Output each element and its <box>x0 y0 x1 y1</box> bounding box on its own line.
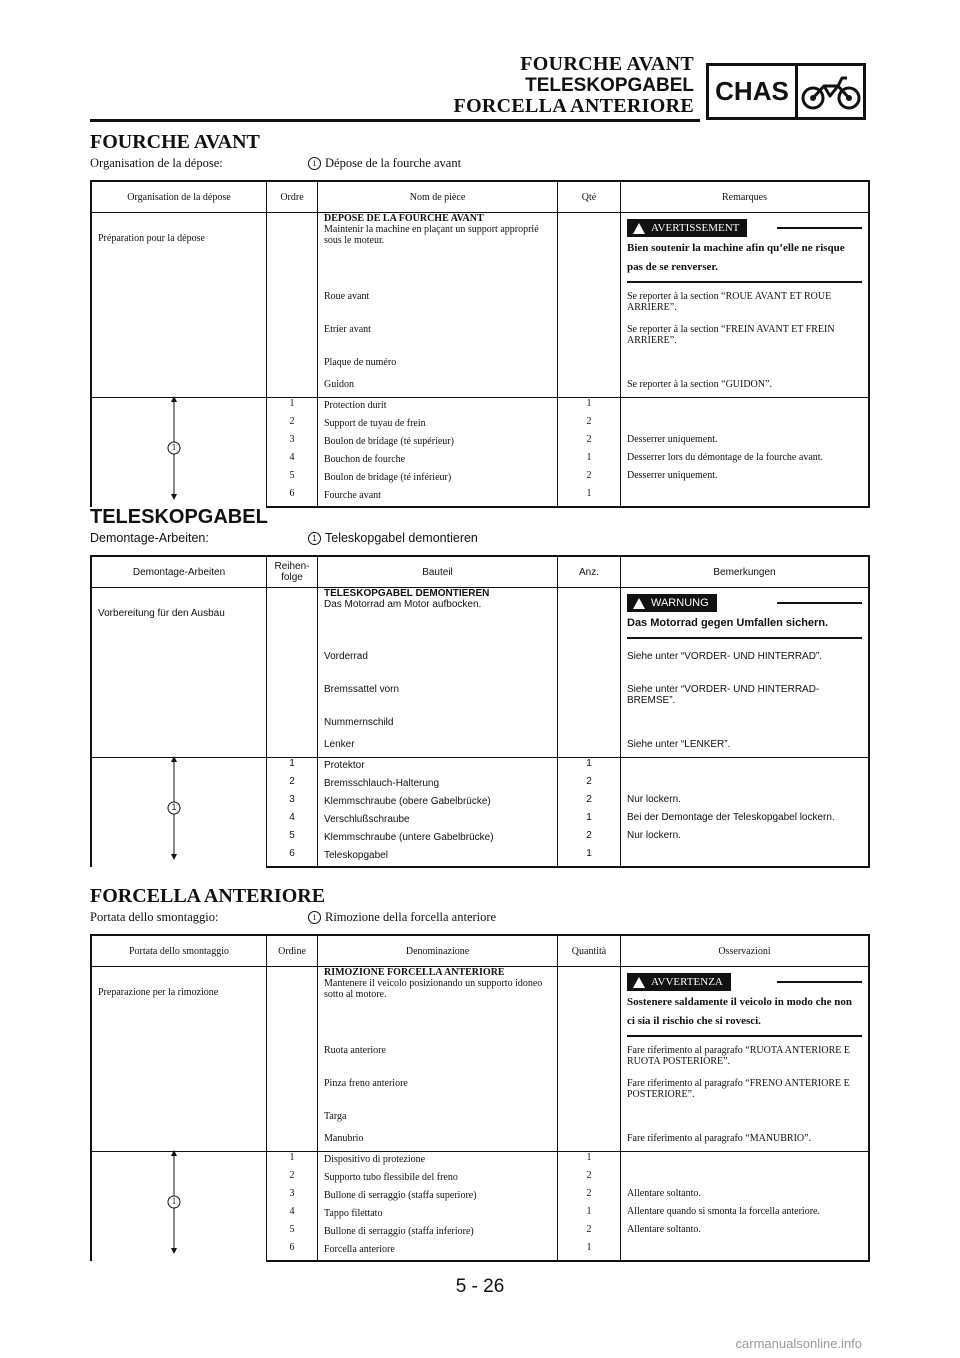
warning-badge <box>627 219 747 237</box>
prep-order <box>267 967 318 1044</box>
prep-desc: Mantenere il veicolo posizionando un supporto idoneo sotto al motore. <box>324 978 543 1000</box>
prep-item-row <box>91 1076 869 1109</box>
part-remark: Desserrer uniquement. <box>621 434 870 452</box>
prep-item-remark: Siehe unter “VORDER- UND HINTERRAD- BREMSE”. <box>621 682 870 715</box>
part-qty: 2 <box>558 1170 621 1188</box>
prep-item-qty <box>558 322 621 355</box>
prep-item-row <box>91 1109 869 1131</box>
part-order: 6 <box>267 1242 318 1261</box>
prep-item-remark: Fare riferimento al paragrafo “MANUBRIO”. <box>621 1131 870 1152</box>
prep-order <box>267 213 318 290</box>
prep-description <box>318 967 558 1044</box>
column-header: Portata dello smontaggio <box>91 935 267 967</box>
warning-triangle-icon <box>633 223 645 234</box>
table-header-row <box>91 181 869 213</box>
page-header-titles <box>454 54 694 117</box>
column-header: Denominazione <box>318 935 558 967</box>
section-subtitle <box>90 154 870 172</box>
part-name: Klemmschraube (untere Gabelbrücke) <box>318 830 558 848</box>
column-header: Anz. <box>558 556 621 588</box>
part-name: Protektor <box>318 758 558 777</box>
section-title: FORCELLA ANTERIORE <box>90 885 326 907</box>
prep-item-order <box>267 1109 318 1131</box>
part-order: 4 <box>267 1206 318 1224</box>
prep-item-blank <box>91 1076 267 1109</box>
prep-item-blank <box>91 355 267 377</box>
part-order: 3 <box>267 1188 318 1206</box>
part-name: Dispositivo di protezione <box>318 1152 558 1171</box>
prep-item-name: Lenker <box>318 737 558 758</box>
prep-item-remark: Fare riferimento al paragrafo “RUOTA ANTERIORE E RUOTA POSTERIORE”. <box>621 1043 870 1076</box>
prep-item-blank <box>91 682 267 715</box>
circled-number: 1 <box>308 157 321 170</box>
prep-item-row <box>91 715 869 737</box>
part-qty: 1 <box>558 1206 621 1224</box>
part-qty: 2 <box>558 1224 621 1242</box>
header-title-fr: FOURCHE AVANT <box>520 53 694 75</box>
prep-item-remark: Siehe unter “VORDER- UND HINTERRAD”. <box>621 649 870 682</box>
column-header: Bauteil <box>318 556 558 588</box>
column-header: Qté <box>558 181 621 213</box>
part-row <box>91 758 869 777</box>
header-title-it: FORCELLA ANTERIORE <box>453 95 694 117</box>
table-header-row <box>91 935 869 967</box>
column-header: Quantità <box>558 935 621 967</box>
part-remark <box>621 1152 870 1171</box>
prep-item-order <box>267 649 318 682</box>
column-header: Ordine <box>267 935 318 967</box>
column-header: Remarques <box>621 181 870 213</box>
prep-item-qty <box>558 289 621 322</box>
part-qty: 2 <box>558 830 621 848</box>
prep-item-order <box>267 682 318 715</box>
part-name: Teleskopgabel <box>318 848 558 867</box>
prep-desc: Maintenir la machine en plaçant un support approprié sous le moteur. <box>324 224 539 246</box>
column-header: Demontage-Arbeiten <box>91 556 267 588</box>
part-order: 2 <box>267 776 318 794</box>
part-order: 2 <box>267 416 318 434</box>
prep-item-remark: Fare riferimento al paragrafo “FRENO ANTERIORE E POSTERIORE”. <box>621 1076 870 1109</box>
page-number: 5 - 26 <box>455 1276 505 1297</box>
warning-label: AVERTISSEMENT <box>651 222 740 234</box>
part-name: Bullone di serraggio (staffa inferiore) <box>318 1224 558 1242</box>
warning-label: WARNUNG <box>651 597 709 609</box>
section-1 <box>90 130 870 501</box>
part-name: Forcella anteriore <box>318 1242 558 1261</box>
prep-item-qty <box>558 1109 621 1131</box>
column-header: Bemerkungen <box>621 556 870 588</box>
prep-description <box>318 213 558 290</box>
prep-item-qty <box>558 649 621 682</box>
prep-title: TELESKOPGABEL DEMONTIEREN <box>324 588 490 599</box>
part-remark: Allentare soltanto. <box>621 1188 870 1206</box>
part-row <box>91 398 869 417</box>
subtitle-text: Dépose de la fourche avant <box>325 156 462 170</box>
prep-item-row <box>91 737 869 758</box>
part-remark <box>621 758 870 777</box>
prep-description <box>318 588 558 650</box>
procedure-table <box>90 934 870 1262</box>
warning-text: Bien soutenir la machine afin qu’elle ne risque pas de se renverser. <box>627 239 862 283</box>
prep-item-order <box>267 322 318 355</box>
group-number: 1 <box>171 802 177 812</box>
part-name: Verschlußschraube <box>318 812 558 830</box>
part-remark: Desserrer uniquement. <box>621 470 870 488</box>
prep-desc: Das Motorrad am Motor aufbocken. <box>324 599 482 610</box>
prep-item-name: Manubrio <box>318 1131 558 1152</box>
prep-item-row <box>91 1131 869 1152</box>
prep-item-remark: Se reporter à la section “FREIN AVANT ET FREIN ARRIERE”. <box>621 322 870 355</box>
part-order: 3 <box>267 434 318 452</box>
group-number: 1 <box>171 1196 177 1206</box>
prep-item-remark <box>621 1109 870 1131</box>
prep-item-remark: Se reporter à la section “ROUE AVANT ET ROUE ARRIERE”. <box>621 289 870 322</box>
part-name: Bullone di serraggio (staffa superiore) <box>318 1188 558 1206</box>
part-qty: 1 <box>558 1242 621 1261</box>
table-header-row <box>91 556 869 588</box>
part-qty: 1 <box>558 1152 621 1171</box>
column-header: Osservazioni <box>621 935 870 967</box>
column-header: Nom de pièce <box>318 181 558 213</box>
subtitle-label: Demontage-Arbeiten: <box>90 531 209 545</box>
prep-item-qty <box>558 737 621 758</box>
prep-item-row <box>91 355 869 377</box>
part-order: 4 <box>267 452 318 470</box>
part-qty: 2 <box>558 1188 621 1206</box>
part-name: Protection durit <box>318 398 558 417</box>
warning-rule <box>777 602 862 604</box>
prep-item-remark: Se reporter à la section “GUIDON”. <box>621 377 870 398</box>
prep-item-qty <box>558 1043 621 1076</box>
prep-item-qty <box>558 715 621 737</box>
prep-qty <box>558 967 621 1044</box>
part-qty: 2 <box>558 434 621 452</box>
part-qty: 1 <box>558 758 621 777</box>
part-order: 5 <box>267 830 318 848</box>
part-qty: 2 <box>558 470 621 488</box>
part-remark: Allentare quando si smonta la forcella anteriore. <box>621 1206 870 1224</box>
prep-item-qty <box>558 377 621 398</box>
part-remark: Bei der Demontage der Teleskopgabel lockern. <box>621 812 870 830</box>
prep-item-remark <box>621 355 870 377</box>
warning-cell <box>621 213 870 290</box>
prep-item-name: Pinza freno anteriore <box>318 1076 558 1109</box>
header-title-de: TELESKOPGABEL <box>525 75 694 96</box>
prep-item-blank <box>91 649 267 682</box>
prep-item-remark <box>621 715 870 737</box>
prep-qty <box>558 588 621 650</box>
prep-item-order <box>267 715 318 737</box>
warning-text: Sostenere saldamente il veicolo in modo che non ci sia il rischio che si rovesci. <box>627 993 862 1037</box>
part-remark: Desserrer lors du démontage de la fourche avant. <box>621 452 870 470</box>
part-name: Supporto tubo flessibile del freno <box>318 1170 558 1188</box>
prep-label: Vorbereitung für den Ausbau <box>91 588 267 650</box>
section-3 <box>90 884 870 1255</box>
subtitle-text: Teleskopgabel demontieren <box>325 531 478 545</box>
part-qty: 1 <box>558 488 621 507</box>
motorcycle-icon <box>798 66 863 117</box>
subtitle-value <box>308 908 496 926</box>
warning-triangle-icon <box>633 977 645 988</box>
preparation-row <box>91 967 869 1044</box>
part-name: Support de tuyau de frein <box>318 416 558 434</box>
prep-item-qty <box>558 1131 621 1152</box>
part-qty: 2 <box>558 416 621 434</box>
footer-watermark: carmanualsonline.info <box>735 1336 862 1351</box>
part-qty: 1 <box>558 398 621 417</box>
part-remark: Allentare soltanto. <box>621 1224 870 1242</box>
part-qty: 1 <box>558 812 621 830</box>
prep-item-name: Roue avant <box>318 289 558 322</box>
circled-number: 1 <box>308 532 321 545</box>
warning-rule <box>777 227 862 229</box>
part-order: 2 <box>267 1170 318 1188</box>
group-bracket <box>91 398 267 508</box>
prep-item-order <box>267 355 318 377</box>
section-title: TELESKOPGABEL <box>90 506 268 528</box>
part-remark <box>621 848 870 867</box>
prep-item-blank <box>91 1109 267 1131</box>
prep-item-order <box>267 1043 318 1076</box>
prep-item-blank <box>91 322 267 355</box>
part-name: Klemmschraube (obere Gabelbrücke) <box>318 794 558 812</box>
section-code: CHAS <box>709 66 798 117</box>
section-subtitle <box>90 529 870 547</box>
part-order: 1 <box>267 398 318 417</box>
part-order: 5 <box>267 1224 318 1242</box>
prep-item-name: Targa <box>318 1109 558 1131</box>
warning-rule <box>777 981 862 983</box>
prep-label: Preparazione per la rimozione <box>91 967 267 1044</box>
prep-item-blank <box>91 289 267 322</box>
part-order: 4 <box>267 812 318 830</box>
prep-title: DEPOSE DE LA FOURCHE AVANT <box>324 213 484 224</box>
prep-qty <box>558 213 621 290</box>
section-subtitle <box>90 908 870 926</box>
part-remark <box>621 1170 870 1188</box>
part-remark <box>621 776 870 794</box>
prep-item-qty <box>558 682 621 715</box>
part-name: Boulon de bridage (té supérieur) <box>318 434 558 452</box>
prep-item-name: Ruota anteriore <box>318 1043 558 1076</box>
group-number: 1 <box>171 442 177 452</box>
prep-item-order <box>267 289 318 322</box>
section-title: FOURCHE AVANT <box>90 131 260 153</box>
prep-label: Préparation pour la dépose <box>91 213 267 290</box>
part-order: 6 <box>267 488 318 507</box>
group-bracket <box>91 1152 267 1262</box>
prep-item-order <box>267 377 318 398</box>
column-header: Ordre <box>267 181 318 213</box>
prep-item-order <box>267 1076 318 1109</box>
part-order: 5 <box>267 470 318 488</box>
prep-item-name: Plaque de numéro <box>318 355 558 377</box>
warning-block <box>627 588 862 645</box>
procedure-table <box>90 555 870 868</box>
prep-item-row <box>91 377 869 398</box>
warning-badge <box>627 594 717 612</box>
prep-item-order <box>267 1131 318 1152</box>
section-2 <box>90 505 870 861</box>
subtitle-value <box>308 529 478 547</box>
prep-item-row <box>91 289 869 322</box>
part-order: 1 <box>267 1152 318 1171</box>
section-code-box <box>706 63 866 120</box>
part-qty: 2 <box>558 776 621 794</box>
prep-item-qty <box>558 1076 621 1109</box>
part-remark <box>621 416 870 434</box>
subtitle-text: Rimozione della forcella anteriore <box>325 910 497 924</box>
part-order: 6 <box>267 848 318 867</box>
part-row <box>91 1152 869 1171</box>
prep-item-name: Bremssattel vorn <box>318 682 558 715</box>
prep-item-name: Nummernschild <box>318 715 558 737</box>
part-remark <box>621 1242 870 1261</box>
prep-item-qty <box>558 355 621 377</box>
warning-triangle-icon <box>633 598 645 609</box>
warning-cell <box>621 588 870 650</box>
subtitle-value <box>308 154 461 172</box>
part-remark: Nur lockern. <box>621 794 870 812</box>
subtitle-label: Organisation de la dépose: <box>90 156 223 170</box>
prep-title: RIMOZIONE FORCELLA ANTERIORE <box>324 967 505 978</box>
prep-item-row <box>91 1043 869 1076</box>
prep-item-row <box>91 649 869 682</box>
circled-number: 1 <box>308 911 321 924</box>
warning-block <box>627 967 862 1043</box>
prep-item-row <box>91 682 869 715</box>
prep-item-blank <box>91 715 267 737</box>
warning-text: Das Motorrad gegen Umfallen sichern. <box>627 614 862 639</box>
prep-item-blank <box>91 1043 267 1076</box>
part-qty: 2 <box>558 794 621 812</box>
prep-item-remark: Siehe unter “LENKER”. <box>621 737 870 758</box>
part-order: 3 <box>267 794 318 812</box>
prep-item-name: Etrier avant <box>318 322 558 355</box>
part-name: Bremsschlauch-Halterung <box>318 776 558 794</box>
part-remark <box>621 398 870 417</box>
group-bracket <box>91 758 267 868</box>
preparation-row <box>91 588 869 650</box>
column-header: Organisation de la dépose <box>91 181 267 213</box>
part-qty: 1 <box>558 452 621 470</box>
part-remark: Nur lockern. <box>621 830 870 848</box>
part-name: Bouchon de fourche <box>318 452 558 470</box>
procedure-table <box>90 180 870 508</box>
part-qty: 1 <box>558 848 621 867</box>
warning-block <box>627 213 862 289</box>
prep-item-row <box>91 322 869 355</box>
prep-order <box>267 588 318 650</box>
header-rule <box>90 119 700 122</box>
warning-badge <box>627 973 731 991</box>
column-header: Reihen- folge <box>267 556 318 588</box>
prep-item-name: Vorderrad <box>318 649 558 682</box>
part-name: Boulon de bridage (té inférieur) <box>318 470 558 488</box>
part-name: Tappo filettato <box>318 1206 558 1224</box>
warning-label: AVVERTENZA <box>651 976 723 988</box>
warning-cell <box>621 967 870 1044</box>
subtitle-label: Portata dello smontaggio: <box>90 910 219 924</box>
prep-item-name: Guidon <box>318 377 558 398</box>
preparation-row <box>91 213 869 290</box>
part-order: 1 <box>267 758 318 777</box>
prep-item-order <box>267 737 318 758</box>
part-name: Fourche avant <box>318 488 558 507</box>
